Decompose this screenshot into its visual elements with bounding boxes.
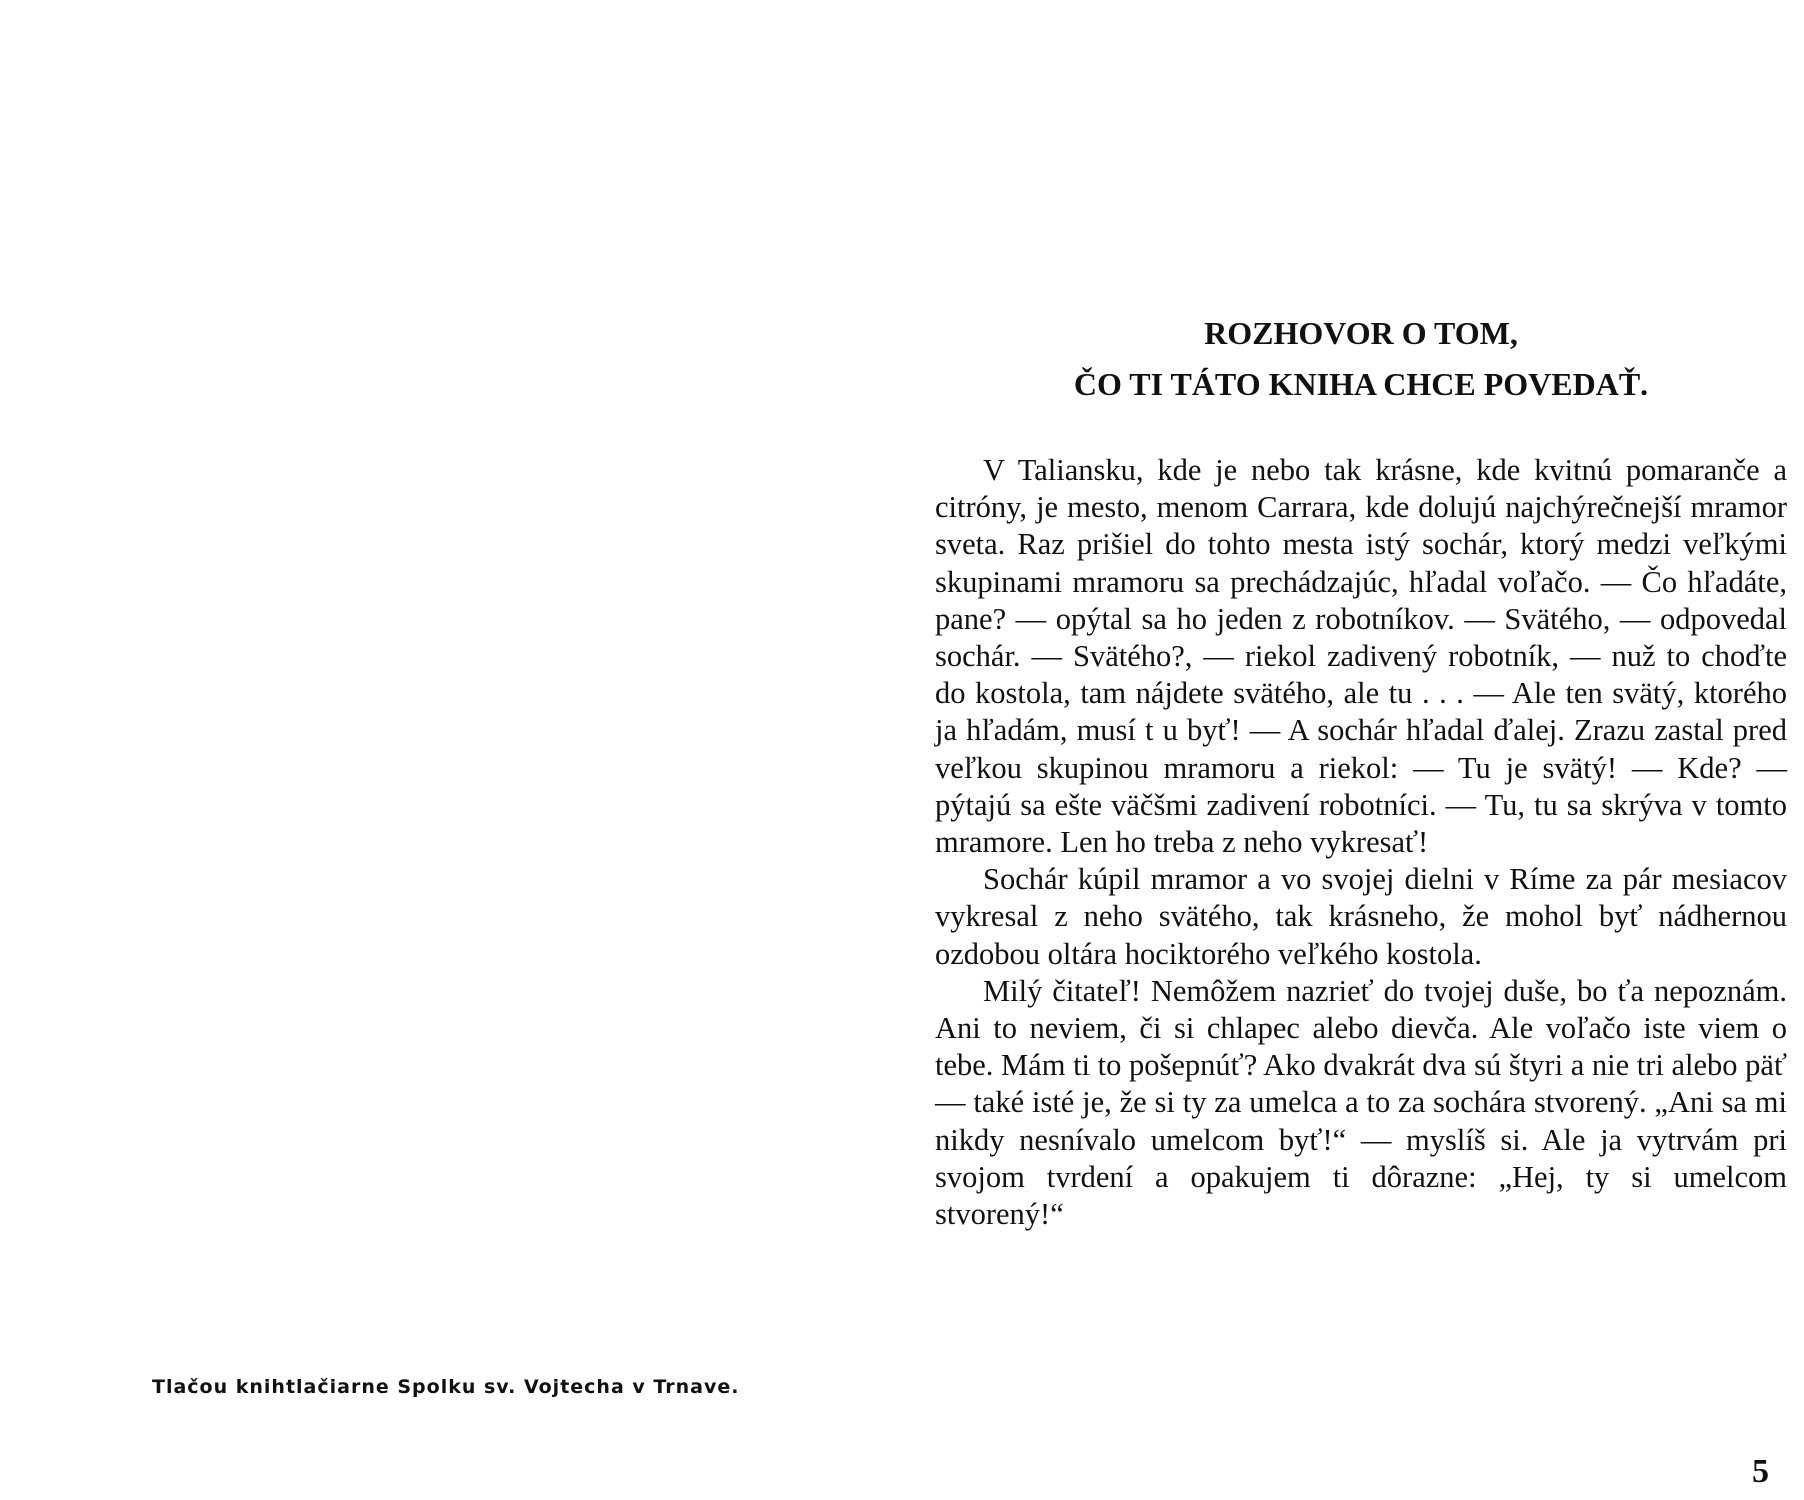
paragraph-1: V Taliansku, kde je nebo tak krásne, kde kvitnú pomaranče a citróny, je mesto, menom Carrara, kde dolujú najchýrečnejší mramor sveta. Raz prišiel do tohto mesta istý sochár, ktorý medzi veľkými skupinami mramoru sa prechádzajúc, hľadal voľačo. — Čo hľadáte, pane? — opýtal sa ho jeden z robotníkov. — Svätého, — odpovedal sochár. — Svätého?, — riekol zadivený robotník, — nuž to choďte do kostola, tam nájdete svätého, ale tu . . . — Ale ten svätý, ktorého ja hľadám, musí t u byť! — A sochár hľadal ďalej. Zrazu zastal pred veľkou skupinou mramoru a riekol: — Tu je svätý! — Kde? — pýtajú sa ešte väčšmi zadivení robotníci. — Tu, tu sa skrýva v tomto mramore. Len ho treba z neho vykresať!: [935, 453, 1787, 860]
right-page: [935, 0, 1787, 1500]
page-number: 5: [1752, 1453, 1769, 1490]
chapter-title-line-1: ROZHOVOR O TOM,: [1204, 315, 1518, 351]
chapter-title-line-2: ČO TI TÁTO KNIHA CHCE POVEDAŤ.: [1073, 366, 1649, 402]
left-page: [0, 0, 880, 1500]
chapter-title: [935, 308, 1787, 410]
body-text: [935, 452, 1787, 1233]
paragraph-2: Sochár kúpil mramor a vo svojej dielni v Ríme za pár mesiacov vykresal z neho svätého, tak krásneho, že mohol byť nádhernou ozdobou oltára hociktorého veľkého kostola.: [935, 862, 1787, 971]
printer-imprint: Tlačou knihtlačiarne Spolku sv. Vojtecha v Trnave.: [152, 1376, 740, 1398]
paragraph-3: Milý čitateľ! Nemôžem nazrieť do tvojej duše, bo ťa nepoznám. Ani to neviem, či si chlapec alebo dievča. Ale voľačo iste viem o tebe. Mám ti to pošepnúť? Ako dvakrát dva sú štyri a nie tri alebo päť — také isté je, že si ty za umelca a to za sochára stvorený. „Ani sa mi nikdy nesnívalo umelcom byť!“ — myslíš si. Ale ja vytrvám pri svojom tvrdení a opakujem ti dôrazne: „Hej, ty si umelcom stvorený!“: [935, 973, 1787, 1232]
